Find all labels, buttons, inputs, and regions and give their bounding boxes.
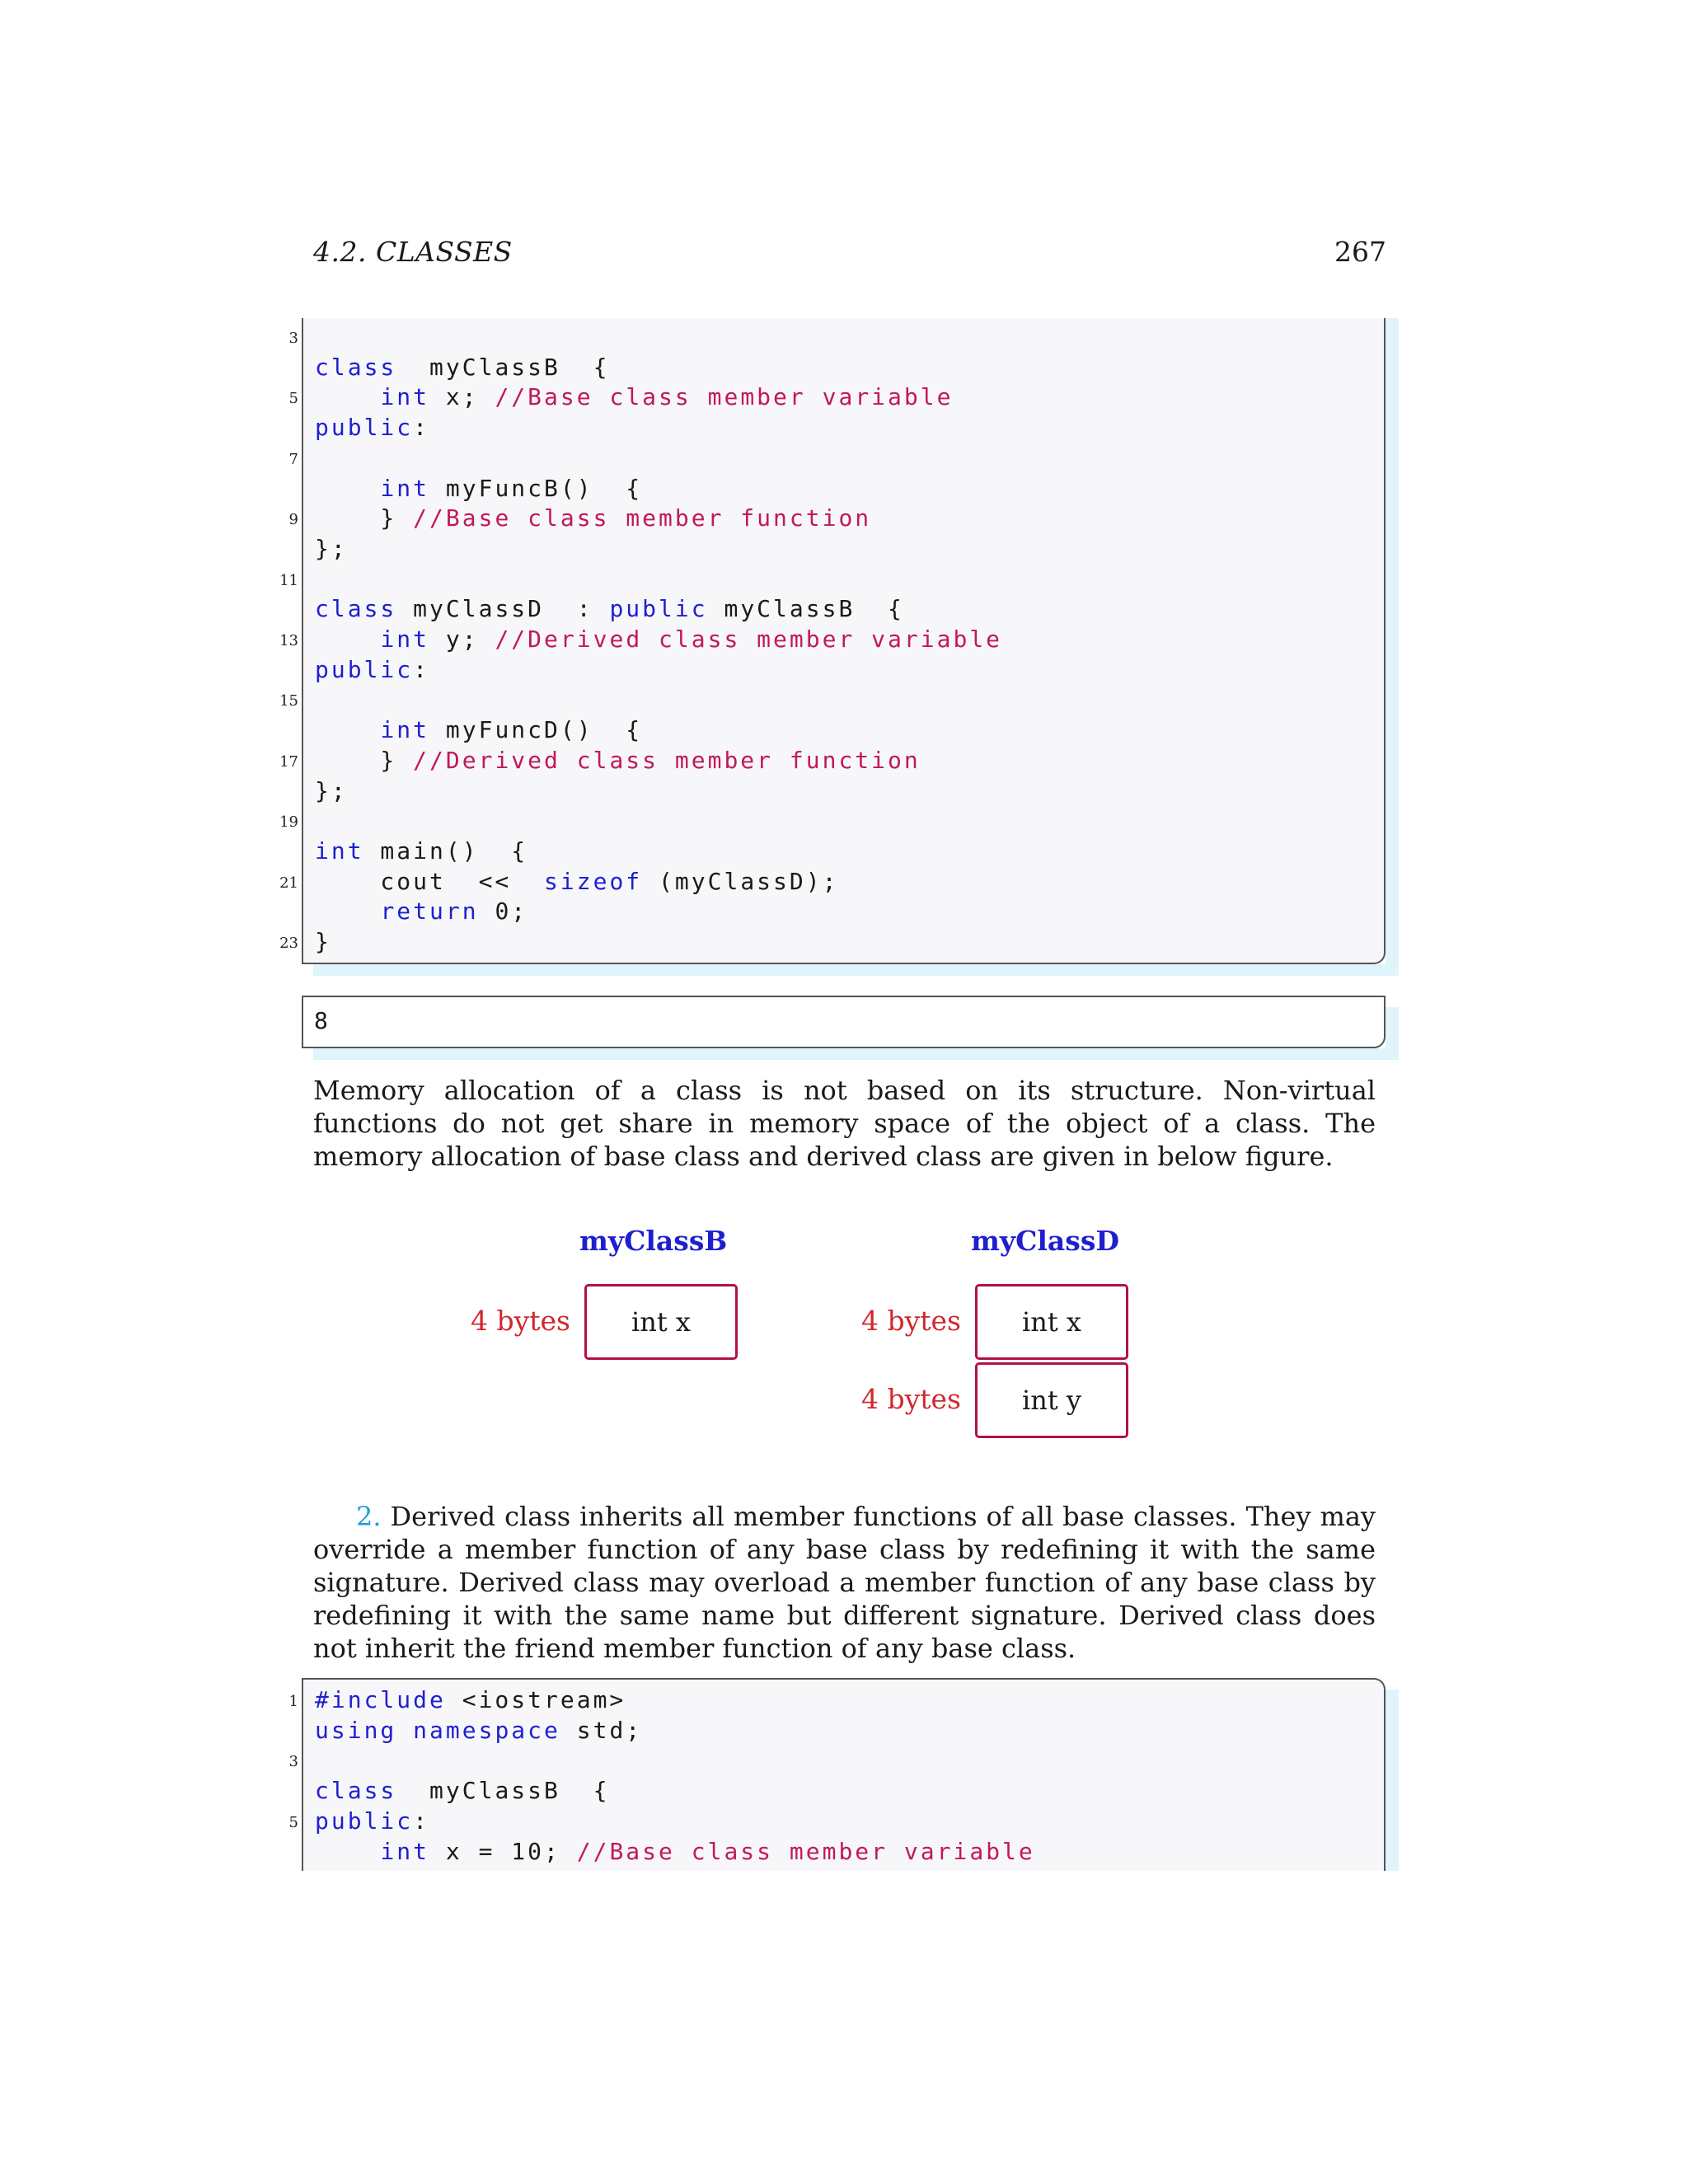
- bytes-label: 4 bytes: [471, 1305, 570, 1337]
- code-shadow: [1386, 318, 1399, 976]
- diagram-title-myclassd: myClassD: [971, 1225, 1120, 1257]
- code-line: }: [315, 928, 331, 955]
- code-line: class myClassB {: [315, 353, 610, 381]
- diagram-title-myclassb: myClassB: [579, 1225, 728, 1257]
- line-number: 5: [288, 1813, 298, 1831]
- list-number: 2.: [356, 1501, 382, 1532]
- code-line: int main() {: [315, 837, 528, 865]
- list-item-2: [313, 1500, 1376, 1665]
- code-line: int myFuncB() {: [380, 474, 643, 502]
- line-number: 7: [288, 450, 298, 468]
- output-box: [302, 996, 1386, 1048]
- line-number: 5: [288, 390, 298, 408]
- code-line: return 0;: [380, 898, 528, 926]
- line-number: 17: [279, 752, 298, 771]
- bytes-label: 4 bytes: [861, 1305, 961, 1337]
- code-line: } //Base class member function: [315, 504, 872, 532]
- bytes-label: 4 bytes: [861, 1383, 961, 1415]
- code-shadow: [313, 964, 1399, 976]
- output-shadow: [313, 1048, 1399, 1060]
- line-number: 15: [279, 692, 298, 710]
- line-number: 9: [288, 511, 298, 529]
- line-number: 19: [279, 813, 298, 832]
- code-line: };: [315, 776, 348, 804]
- memory-cell-int-x: int x: [584, 1284, 738, 1360]
- code-line: public:: [315, 414, 430, 442]
- memory-cell-int-y: int y: [975, 1362, 1128, 1438]
- paragraph-memory-allocation: Memory allocation of a class is not based on its structure. Non-virtual functions do not get share in memory space of the object of a class. The memory allocation of base class and derived class are given in below figure.: [313, 1075, 1376, 1172]
- code-line: public:: [315, 1807, 430, 1835]
- code-line: class myClassB {: [315, 1777, 610, 1805]
- code-line: using namespace std;: [315, 1716, 643, 1744]
- list-item-text: Derived class inherits all member functions of all base classes. They may override a member function of any base class by redefining it with the same signature. Derived class may overload a member function of any base class by redefining it with the same name but different signature. Derived class does not inherit the friend member function of any base class.: [313, 1501, 1376, 1664]
- code-shadow: [1386, 1690, 1399, 1871]
- section-header: 4.2. CLASSES: [313, 236, 513, 268]
- memory-cell-int-x: int x: [975, 1284, 1128, 1360]
- code-line: int myFuncD() {: [380, 716, 643, 744]
- code-line: cout << sizeof (myClassD);: [315, 867, 839, 895]
- code-line: public:: [315, 655, 430, 683]
- code-line: int y; //Derived class member variable: [380, 626, 1003, 653]
- code-line: } //Derived class member function: [315, 746, 921, 774]
- code-line: int x = 10; //Base class member variable: [380, 1837, 1035, 1865]
- line-number: 1: [288, 1693, 298, 1710]
- line-number: 13: [279, 632, 298, 649]
- line-number: 21: [279, 874, 298, 892]
- line-number: 3: [288, 330, 298, 347]
- line-number: 11: [279, 571, 298, 589]
- code-line: };: [315, 534, 348, 562]
- page-number: 267: [1334, 236, 1386, 268]
- code-line: #include <iostream>: [315, 1686, 626, 1713]
- code-line: class myClassD : public myClassB {: [315, 595, 904, 623]
- line-number: 23: [279, 935, 298, 952]
- code-line: int x; //Base class member variable: [380, 383, 954, 411]
- line-number: 3: [288, 1753, 298, 1771]
- output-text: 8: [314, 1007, 328, 1034]
